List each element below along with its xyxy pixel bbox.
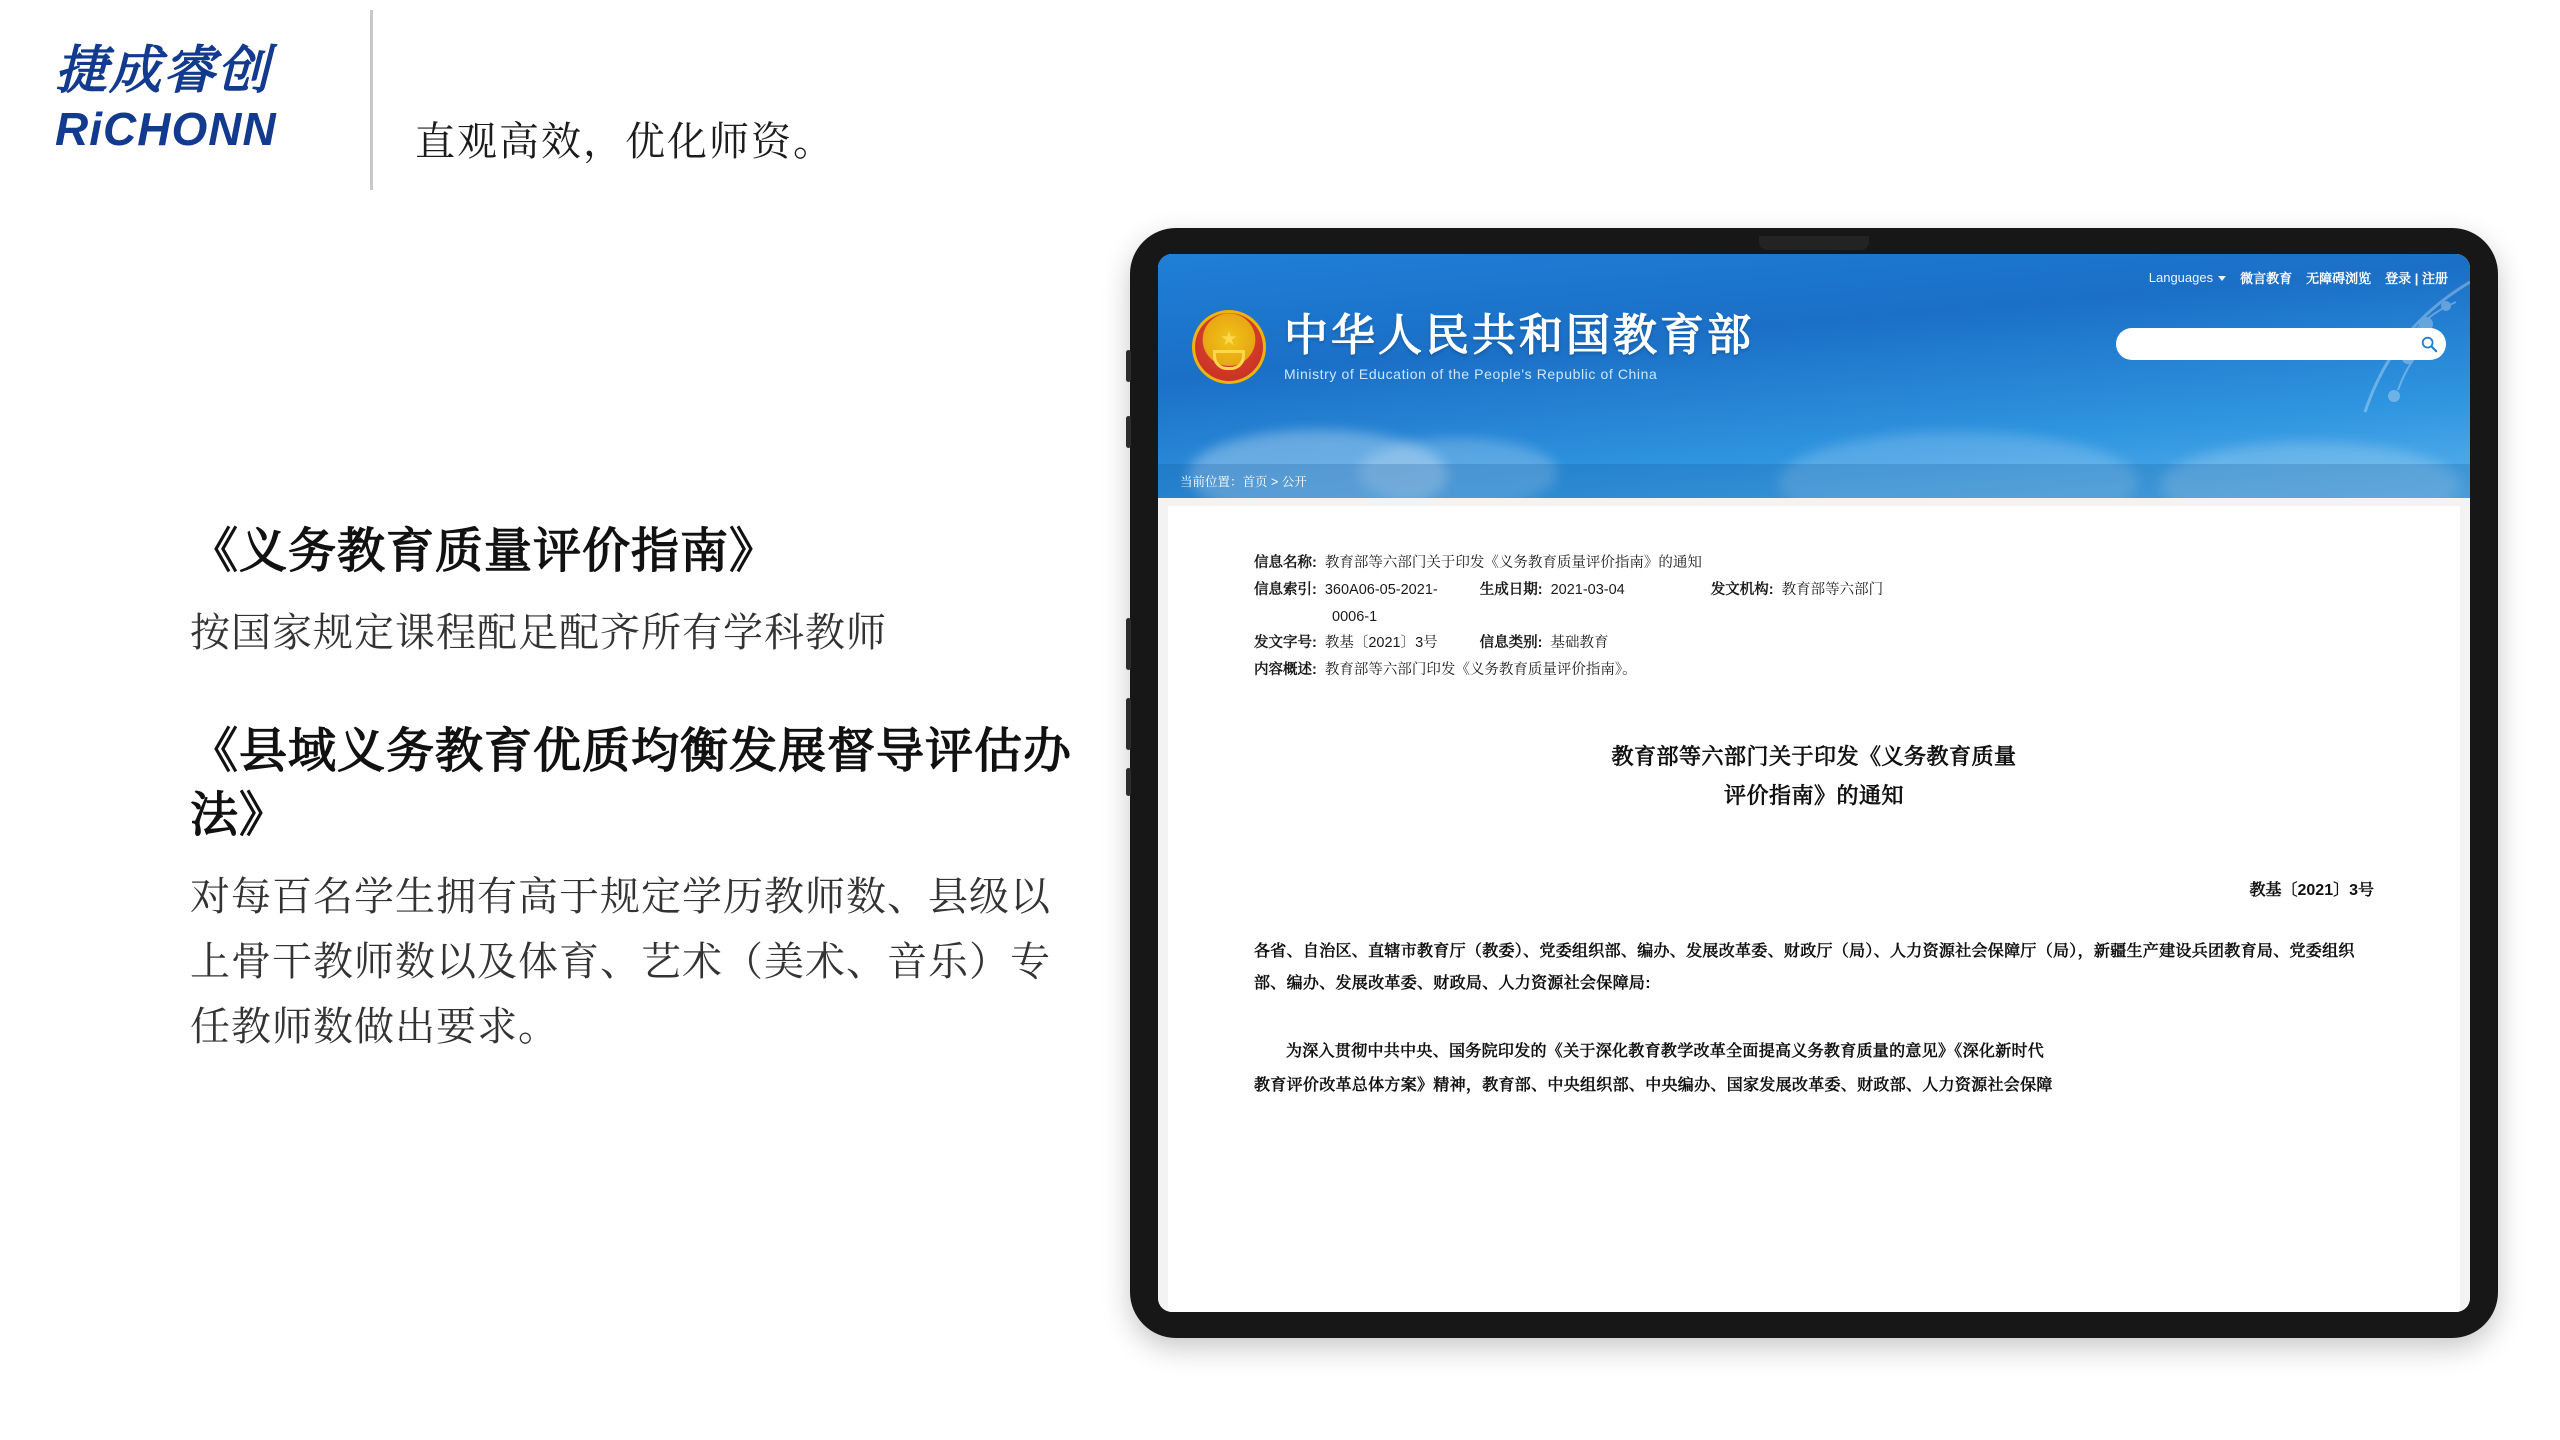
meta-label-date: 生成日期: <box>1479 581 1543 598</box>
left-content-column <box>190 520 1090 1060</box>
policy-body-2: 对每百名学生拥有高于规定学历教师数、县级以上骨干教师数以及体育、艺术（美术、音乐）专任教师数做出要求。 <box>190 874 1051 1049</box>
search-box[interactable] <box>2116 328 2446 360</box>
document-number: 教基〔2021〕3号 <box>2249 882 2374 900</box>
document-paragraph-body-1: 为深入贯彻中共中央、国务院印发的《关于深化教育教学改革全面提高义务教育质量的意见》《深化新时代 <box>1286 1043 2045 1061</box>
brand-name-en: RiCHONN <box>55 102 277 155</box>
meta-label-index: 信息索引: <box>1254 581 1317 598</box>
tablet-volume-down-button[interactable] <box>1126 416 1131 448</box>
meta-value-docnumber: 教基〔2021〕3号 <box>1324 635 1438 652</box>
tablet-side-button-2[interactable] <box>1126 698 1131 750</box>
meta-value-index: 360A06-05-2021- <box>1324 581 1438 598</box>
document-page-wrapper <box>1158 498 2470 1312</box>
tablet-screen <box>1158 254 2470 1312</box>
nav-login-register[interactable]: 登录 | 注册 <box>2385 271 2448 286</box>
gear-shape-icon <box>1213 350 1245 370</box>
chevron-down-icon <box>2218 276 2226 281</box>
document-title <box>1254 738 2374 815</box>
meta-row-name <box>1254 550 2374 577</box>
site-header <box>1158 254 2470 498</box>
meta-label-agency: 发文机构: <box>1710 581 1774 598</box>
brand-name-cn: 捷成睿创 <box>55 43 272 100</box>
meta-label-docnumber: 发文字号: <box>1254 635 1317 652</box>
meta-value-summary: 教育部等六部门印发《义务教育质量评价指南》。 <box>1324 662 1637 679</box>
search-input[interactable] <box>2116 328 2412 360</box>
policy-heading-2: 《县域义务教育优质均衡发展督导评估办法》 <box>190 724 1073 843</box>
meta-row-index <box>1254 577 2374 604</box>
nav-wechat-edu[interactable]: 微言教育 <box>2240 271 2293 286</box>
search-icon[interactable] <box>2412 328 2446 360</box>
site-title-cn: 中华人民共和国教育部 <box>1284 310 1754 360</box>
document-meta-table <box>1254 550 2374 684</box>
site-title-en: Ministry of Education of the People's Republic of China <box>1284 366 1658 383</box>
language-selector[interactable]: Languages <box>2149 270 2226 285</box>
header-utility-nav <box>2149 268 2448 287</box>
site-identity[interactable] <box>1192 310 1754 384</box>
national-emblem-icon <box>1192 310 1266 384</box>
brand-logo <box>55 45 355 154</box>
tablet-volume-up-button[interactable] <box>1126 350 1131 382</box>
brand-divider <box>370 10 373 190</box>
tablet-camera-notch <box>1759 236 1869 250</box>
meta-label-name: 信息名称: <box>1254 555 1317 571</box>
document-title-line-1: 教育部等六部门关于印发《义务教育质量 <box>1611 744 2017 770</box>
star-icon: ★ <box>1220 331 1238 348</box>
tablet-device-frame <box>1130 228 2498 1338</box>
brand-tagline: 直观高效，优化师资。 <box>415 119 835 164</box>
meta-row-summary <box>1254 657 2374 684</box>
tablet-side-button-3[interactable] <box>1126 768 1131 796</box>
meta-pair-date <box>1480 577 1625 604</box>
branch-decoration-icon <box>2170 272 2470 482</box>
meta-value-category: 基础教育 <box>1550 635 1609 652</box>
policy-heading-1: 《义务教育质量评价指南》 <box>190 525 779 578</box>
meta-label-category: 信息类别: <box>1479 635 1543 652</box>
tablet-side-button-1[interactable] <box>1126 618 1131 670</box>
meta-pair-agency <box>1711 577 1883 604</box>
meta-value-name: 教育部等六部门关于印发《义务教育质量评价指南》的通知 <box>1324 555 1702 571</box>
nav-accessibility[interactable]: 无障碍浏览 <box>2306 271 2372 286</box>
meta-row-docnumber <box>1254 630 2374 657</box>
document-paragraph-recipients: 各省、自治区、直辖市教育厅（教委）、党委组织部、编办、发展改革委、财政厅（局）、人力资源社会保障厅（局），新疆生产建设兵团教育局、党委组织部、编办、发展改革委、财政局、人力资源社会保障局: <box>1254 943 2355 993</box>
breadcrumb[interactable]: 当前位置：首页 > 公开 <box>1158 464 2470 498</box>
meta-value-date: 2021-03-04 <box>1550 581 1625 598</box>
meta-pair-category <box>1480 630 1609 657</box>
meta-label-summary: 内容概述: <box>1254 662 1317 679</box>
meta-value-index-continued: 0006-1 <box>1332 608 1378 625</box>
meta-value-agency: 教育部等六部门 <box>1781 581 1884 598</box>
document-page <box>1168 506 2460 1312</box>
policy-body-1: 按国家规定课程配足配齐所有学科教师 <box>190 609 887 655</box>
document-title-line-2: 评价指南》的通知 <box>1723 782 1904 808</box>
document-paragraph-body-2: 教育评价改革总体方案》精神，教育部、中央组织部、中央编办、国家发展改革委、财政部、人力资源社会保障 <box>1254 1077 2053 1095</box>
meta-row-index-continuation <box>1254 604 2374 631</box>
